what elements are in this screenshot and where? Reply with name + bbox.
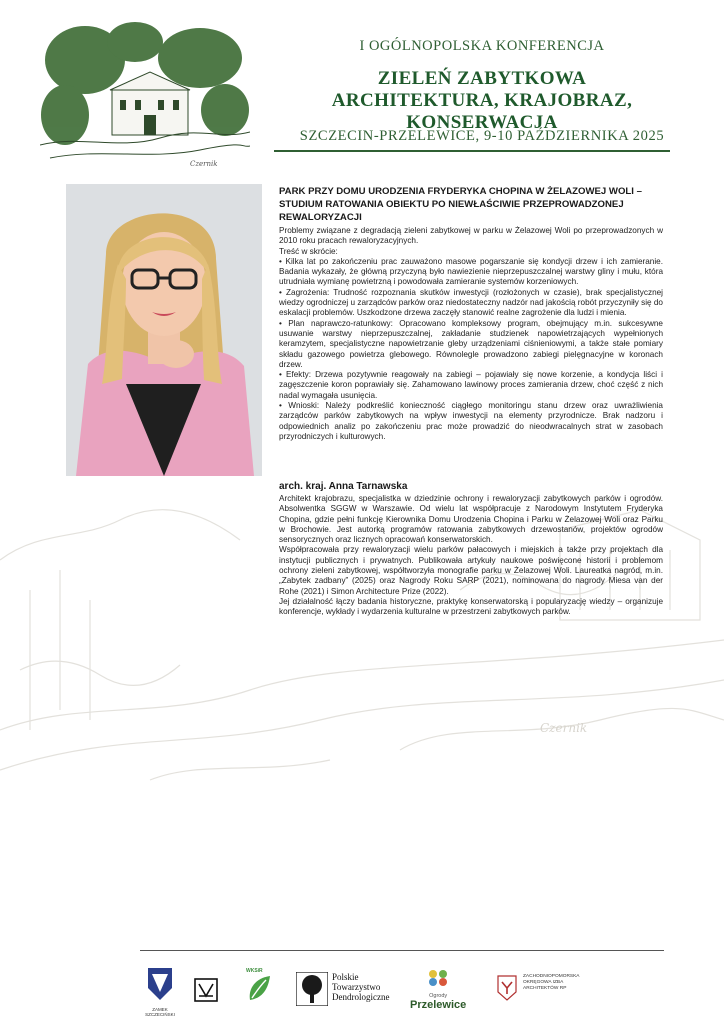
talk-paragraph: • Wnioski: Należy podkreślić konieczność ciągłego monitoringu stanu drzew oraz uwrażliwienia zarządców parków zabytkowych na wpływ inwestycji na elementy przyrodnicze. Brak nadzoru i odpowiednich analiz po zakończeniu prac może prowadzić do nieodwracalnych strat w zasobach przyrodniczych i kulturowych. [279, 401, 663, 441]
skz-logo-icon [194, 978, 218, 1002]
author-paragraph: Jej działalność łączy badania historyczne, praktykę konserwatorską i popularyzację wiedzy – organizuje konferencje, wykłady i wydarzenia kulturalne w przestrzeni zabytkowych parków. [279, 596, 663, 617]
zamek-logo-icon [146, 966, 174, 1002]
talk-paragraph: Treść w skrócie: [279, 246, 338, 256]
sketch-signature: Czernik [540, 721, 588, 735]
eagle-emblem-icon [496, 974, 518, 1002]
header-divider [274, 150, 670, 152]
author-name: arch. kraj. Anna Tarnawska [279, 481, 408, 492]
sponsor-caption: ARCHITEKTÓW RP [523, 986, 567, 991]
talk-paragraph: Problemy związane z degradacją zieleni zabytkowej w parku w Żelazowej Woli po przeprowadzonych w 2010 roku pracach rewaloryzacyjnych. [279, 226, 663, 246]
talk-abstract [279, 226, 663, 442]
talk-paragraph: • Zagrożenia: Trudność rozpoznania skutków inwestycji (rozłożonych w czasie), brak specjalistycznej wiedzy ogrodniczej u zarządców parków oraz niedostateczny nadzór nad jakością robót przyczyniły się do eskalacji problemów. Uszkodzone drzewa zaczęły stanowić realne zagrożenie dla ludzi i mienia. [279, 287, 663, 318]
conference-place-date: SZCZECIN-PRZELEWICE, 9-10 PAŹDZIERNIKA 2025 [299, 128, 665, 144]
talk-paragraph: • Kilka lat po zakończeniu prac zauważono masowe pogarszanie się kondycji drzew i ich zamieranie. Badania wykazały, że główną przyczyną było nawiezienie nieprzepuszczalnej warstwy gliny i mułu, która utrudniała wymianę powietrzną i powodowała zamieranie systemów korzeniowych. [279, 256, 663, 287]
talk-title: PARK PRZY DOMU URODZENIA FRYDERYKA CHOPINA W ŻELAZOWEJ WOLI – STUDIUM RATOWANIA OBIEKTU PO NIEWŁAŚCIWIE PRZEPROWADZONEJ REWALORYZACJI [279, 186, 642, 223]
tree-logo-icon [296, 972, 328, 1006]
author-bio [279, 494, 663, 618]
sponsor-izba-architektow [496, 974, 580, 1002]
svg-text:Czernik: Czernik [190, 160, 218, 168]
talk-paragraph: • Plan naprawczo-ratunkowy: Opracowano kompleksowy program, obejmujący m.in. sukcesywne usuwanie warstwy nieprzepuszczalnej, zakładanie studzienek napowietrzających wypełnionych keramzytem, specjalistyczne napowietrzanie gleby urządzeniami ciśnieniowymi, a także stałe pomiary składu gazowego powietrza glebowego. Równolegle prowadzono zabiegi pielęgnacyjne w koronach drzew. [279, 318, 663, 369]
sponsor-caption: Przelewice [410, 999, 467, 1011]
sponsor-zamek-szczecinski [146, 966, 178, 1017]
conference-title-line2: ARCHITEKTURA, KRAJOBRAZ, KONSERWACJA [331, 90, 633, 133]
sponsor-wksir [246, 968, 272, 1007]
sponsor-caption: Dendrologiczne [332, 992, 390, 1002]
speaker-photo [66, 184, 262, 476]
sponsor-caption: ZACHODNIOPOMORSKA [523, 974, 580, 979]
author-paragraph: Współpracowała przy rewaloryzacji wielu parków pałacowych i miejskich a także przy projektach dla instytucji publicznych i prywatnych. Publikowała artykuły naukowe poświęcone historii i problemom ochrony zieleni zabytkowej, współtworzyła monografie parku w Żelazowej Woli. Laureatka nagród, m.in. „Zabytek zadbany” (2025) oraz Nagrody Roku SARP (2021), nominowana do nagrody Miesa van der Rohe (2021) i Simon Architecture Prize (2022). [279, 545, 663, 596]
sponsor-caption: WKSiR [246, 968, 263, 974]
manor-house-sketch-logo [40, 20, 250, 170]
conference-title-line1: ZIELEŃ ZABYTKOWA [377, 68, 587, 89]
wksir-leaf-icon [246, 974, 272, 1002]
conference-number: I OGÓLNOPOLSKA KONFERENCJA [359, 38, 605, 54]
sponsor-caption: Towarzystwo [332, 982, 381, 992]
author-paragraph: Architekt krajobrazu, specjalistka w dziedzinie ochrony i rewaloryzacji zabytkowych parków i ogrodów. Absolwentka SGGW w Warszawie. Od wielu lat współpracuje z Narodowym Instytutem Fryderyka Chopina, gdzie pełni funkcję Kierownika Domu Urodzenia Chopina i Parku w Żelazowej Woli oraz Parku w Brochowie. Jest autorką programów ratowania zabytkowych drzewostanów, projektów ogrodów sensorycznych oraz licznych opracowań konserwatorskich. [279, 494, 663, 545]
sponsor-ptd [296, 972, 389, 1006]
flower-logo-icon [427, 968, 449, 988]
sponsor-ogrody-przelewice [410, 968, 466, 1011]
sponsor-caption: OKRĘGOWA IZBA [523, 980, 564, 985]
talk-paragraph: • Efekty: Drzewa pozytywnie reagowały na zabiegi – pojawiały się nowe korzenie, a kondycja liści i zagęszczenie koron poprawiały się. Zahamowano lawinowy proces zamierania drzew, choć część z nich nadal wymagała usunięcia. [279, 370, 663, 400]
sponsor-caption: Ogrody [429, 993, 448, 999]
sponsor-skz [194, 978, 218, 1007]
sponsor-caption: ZAMEK SZCZECIŃSKI [145, 1007, 175, 1017]
sponsor-caption: Polskie [332, 972, 359, 982]
footer-divider [140, 950, 664, 951]
